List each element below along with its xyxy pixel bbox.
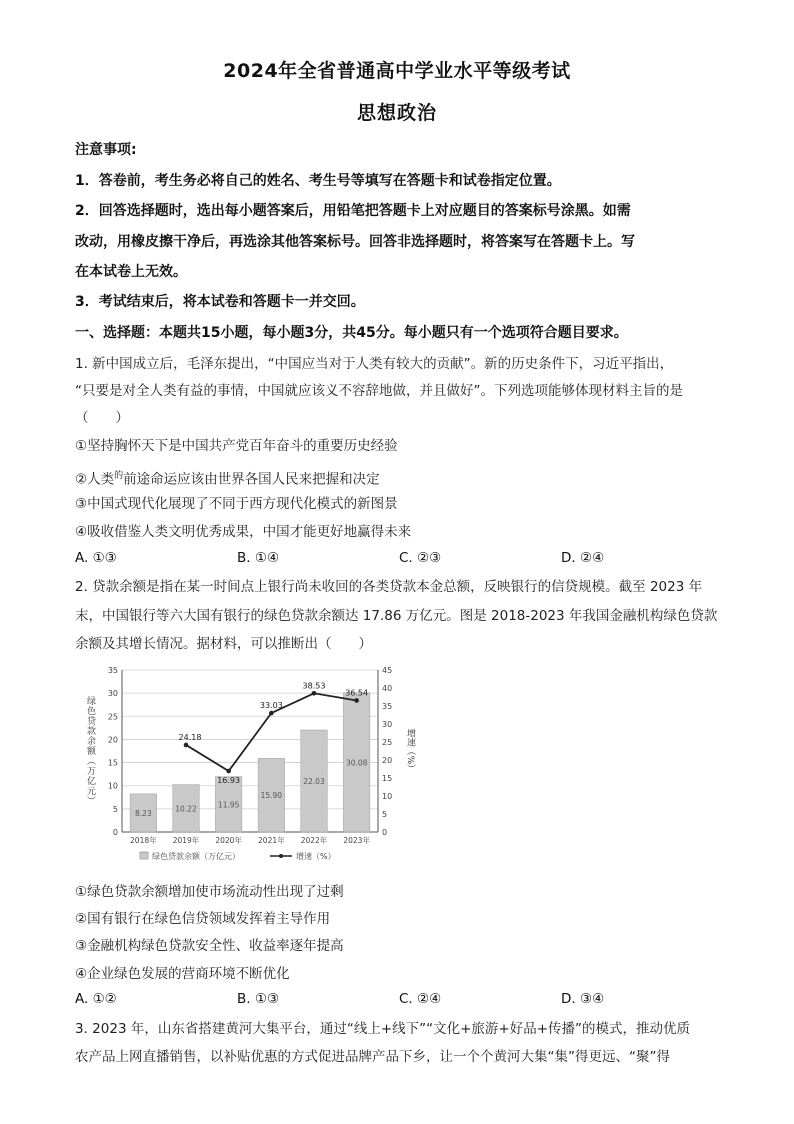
x-tick-label: 2021年	[258, 836, 285, 845]
q2-statement-2: ②国有银行在绿色信贷领域发挥着主导作用	[75, 911, 331, 927]
growth-point	[226, 769, 231, 774]
q1-option-c[interactable]: C. ②③	[399, 550, 442, 566]
growth-point	[312, 691, 317, 696]
left-tick-label: 25	[107, 712, 118, 722]
x-tick-label: 2018年	[130, 836, 157, 845]
bar-label: 30.08	[345, 758, 368, 768]
left-tick-label: 35	[107, 666, 118, 675]
q2-line-2: 末，中国银行等六大国有银行的绿色贷款余额达 17.86 万亿元。图是 2018-2023 年我国金融机构绿色贷款	[75, 608, 718, 624]
left-tick-label: 10	[107, 781, 118, 791]
legend-line-label: 增速（%）	[296, 852, 336, 861]
growth-label: 33.03	[259, 701, 283, 711]
q1-line-2: “只要是对全人类有益的事情，中国就应该义不容辞地做，并且做好”。下列选项能够体现材料主旨的是	[75, 383, 683, 399]
q1-statement-2-c: 前途命运应该由世界各国人民来把握和决定	[123, 471, 380, 488]
q1-statement-1: ①坚持胸怀天下是中国共产党百年奋斗的重要历史经验	[75, 438, 398, 454]
right-tick-label: 20	[382, 756, 393, 765]
q2-option-c[interactable]: C. ②④	[399, 991, 442, 1007]
growth-label: 38.53	[302, 681, 326, 691]
growth-label: 24.18	[178, 732, 202, 742]
q1-option-d[interactable]: D. ②④	[561, 550, 605, 566]
bar-label: 8.23	[134, 808, 152, 818]
green-loan-chart	[80, 660, 420, 870]
q1-statement-2-b: 的	[114, 471, 124, 481]
q2-statement-1: ①绿色贷款余额增加使市场流动性出现了过剩	[75, 884, 344, 900]
right-tick-label: 10	[382, 792, 393, 801]
subject-title: 思想政治	[356, 102, 437, 124]
notice-item-3: 3．考试结束后，将本试卷和答题卡一并交回。	[75, 294, 365, 310]
growth-label: 16.93	[217, 776, 241, 786]
right-axis-title: 增速（%）	[405, 728, 415, 774]
right-tick-label: 5	[382, 810, 388, 819]
q1-statement-2	[75, 466, 725, 490]
growth-label: 36.54	[345, 688, 369, 698]
right-tick-label: 30	[382, 720, 393, 729]
bar-label: 22.03	[303, 777, 325, 787]
left-tick-label: 15	[107, 758, 118, 768]
left-tick-label: 20	[107, 735, 118, 745]
q2-option-a[interactable]: A. ①②	[75, 991, 117, 1007]
q1-line-3: （ ）	[75, 410, 129, 426]
growth-point	[354, 698, 359, 703]
q2-line-3: 余额及其增长情况。据材料，可以推断出（ ）	[75, 636, 372, 652]
left-axis-title: 绿色贷款余额（万亿元）	[85, 696, 95, 806]
x-tick-label: 2019年	[172, 836, 200, 845]
bar-label: 11.95	[217, 800, 240, 810]
right-tick-label: 45	[382, 666, 393, 675]
notice-item-1: 1．答卷前，考生务必将自己的姓名、考生号等填写在答题卡和试卷指定位置。	[75, 173, 561, 189]
growth-point	[269, 711, 274, 716]
notice-item-2-line-1: 2．回答选择题时，选出每小题答案后，用铅笔把答题卡上对应题目的答案标号涂黑。如需	[75, 203, 631, 219]
notice-item-2-line-2: 改动，用橡皮擦干净后，再选涂其他答案标号。回答非选择题时，将答案写在答题卡上。写	[75, 234, 635, 250]
q2-line-1: 2. 贷款余额是指在某一时间点上银行尚未收回的各类贷款本金总额，反映银行的信贷规模。截至 2023 年	[75, 579, 703, 595]
legend-line-marker	[279, 854, 283, 858]
right-tick-label: 40	[382, 684, 393, 693]
right-tick-label: 25	[382, 738, 393, 747]
left-tick-label: 5	[112, 804, 118, 814]
q1-option-b[interactable]: B. ①④	[237, 550, 280, 566]
right-tick-label: 0	[382, 828, 388, 837]
left-tick-label: 30	[107, 689, 118, 699]
q1-statement-3: ③中国式现代化展现了不同于西方现代化模式的新图景	[75, 496, 398, 512]
bar-label: 15.90	[260, 791, 283, 801]
exam-title: 2024年全省普通高中学业水平等级考试	[223, 60, 571, 82]
q1-option-a[interactable]: A. ①③	[75, 550, 117, 566]
q2-statement-3: ③金融机构绿色贷款安全性、收益率逐年提高	[75, 938, 344, 954]
left-tick-label: 0	[112, 828, 118, 837]
q3-line-2: 农产品上网直播销售，以补贴优惠的方式促进品牌产品下乡，让一个个黄河大集“集”得更远、“聚”得	[75, 1049, 670, 1065]
growth-point	[184, 743, 189, 748]
bar-label: 10.22	[175, 804, 197, 814]
q2-option-b[interactable]: B. ①③	[237, 991, 280, 1007]
right-tick-label: 15	[382, 774, 393, 783]
notice-item-2-line-3: 在本试卷上无效。	[75, 264, 187, 280]
x-tick-label: 2023年	[343, 836, 370, 845]
q1-statement-4: ④吸收借鉴人类文明优秀成果，中国才能更好地赢得未来	[75, 524, 412, 540]
section-heading: 一、选择题：本题共15小题，每小题3分，共45分。每小题只有一个选项符合题目要求。	[75, 325, 628, 341]
x-tick-label: 2020年	[215, 836, 242, 845]
right-tick-label: 35	[382, 702, 393, 711]
notice-heading: 注意事项:	[75, 142, 137, 158]
q2-statement-4: ④企业绿色发展的营商环境不断优化	[75, 966, 290, 982]
x-tick-label: 2022年	[300, 836, 328, 845]
legend-bar-label: 绿色贷款余额（万亿元）	[152, 852, 240, 861]
q3-line-1: 3. 2023 年，山东省搭建黄河大集平台，通过“线上+线下”“文化+旅游+好品+传播”的模式，推动优质	[75, 1021, 691, 1037]
q2-option-d[interactable]: D. ③④	[561, 991, 605, 1007]
q1-line-1: 1. 新中国成立后，毛泽东提出，“中国应当对于人类有较大的贡献”。新的历史条件下，习近平指出，	[75, 356, 674, 372]
q1-statement-2-a: ②人类	[75, 471, 115, 488]
legend-bar-swatch	[140, 852, 148, 859]
